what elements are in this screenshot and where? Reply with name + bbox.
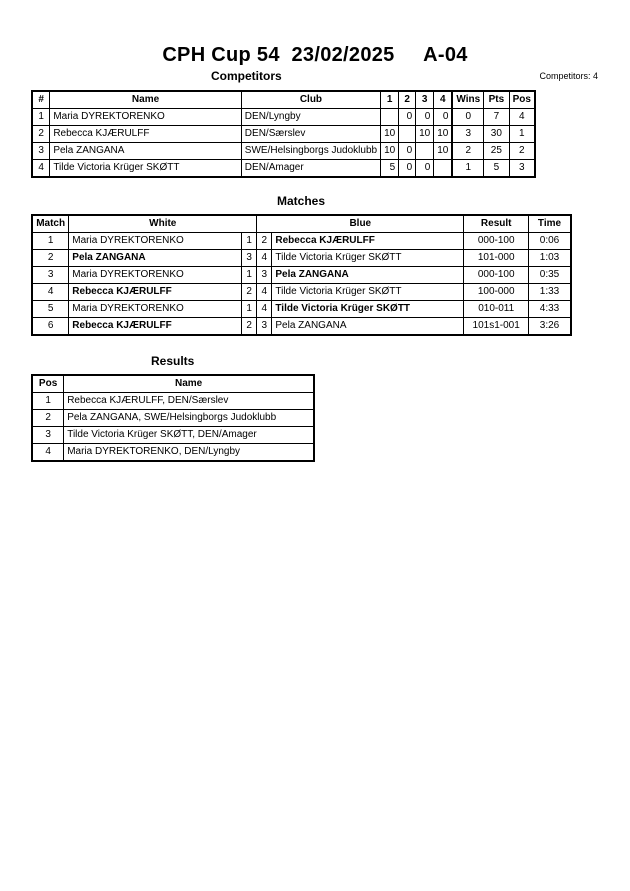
white-competitor: Rebecca KJÆRULFF: [69, 318, 242, 336]
result-name: Maria DYREKTORENKO, DEN/Lyngby: [64, 444, 314, 462]
competitor-score: [416, 143, 434, 160]
match-row: [32, 250, 571, 267]
competitor-wins: 1: [452, 160, 483, 178]
competitor-score: [399, 126, 416, 143]
col-blue: Blue: [257, 215, 464, 233]
match-row: [32, 318, 571, 336]
competitor-score: 10: [434, 143, 453, 160]
result-position: 3: [32, 427, 64, 444]
match-row: [32, 284, 571, 301]
result-position: 2: [32, 410, 64, 427]
competitor-score: [381, 109, 399, 126]
competitors-table: [31, 90, 536, 178]
white-competitor: Pela ZANGANA: [69, 250, 242, 267]
match-result: 101s1-001: [464, 318, 529, 336]
results-header-row: [32, 375, 314, 393]
competitor-score: 10: [416, 126, 434, 143]
competitor-score: 10: [381, 126, 399, 143]
blue-number: 2: [257, 233, 272, 250]
competitor-score: 5: [381, 160, 399, 178]
match-row: [32, 267, 571, 284]
blue-number: 4: [257, 250, 272, 267]
competitor-name: Pela ZANGANA: [50, 143, 241, 160]
match-number: 1: [32, 233, 69, 250]
white-number: 2: [242, 284, 257, 301]
blue-competitor: Tilde Victoria Krüger SKØTT: [272, 284, 464, 301]
blue-competitor: Rebecca KJÆRULFF: [272, 233, 464, 250]
competitor-position: 1: [509, 126, 535, 143]
blue-number: 4: [257, 284, 272, 301]
result-row: [32, 444, 314, 462]
competitor-row: [32, 143, 535, 160]
match-result: 000-100: [464, 233, 529, 250]
col-score-4: 4: [434, 91, 453, 109]
col-wins: Wins: [452, 91, 483, 109]
competitor-points: 5: [484, 160, 509, 178]
white-number: 2: [242, 318, 257, 336]
competitor-name: Tilde Victoria Krüger SKØTT: [50, 160, 241, 178]
col-score-1: 1: [381, 91, 399, 109]
competitor-wins: 0: [452, 109, 483, 126]
competitor-score: 0: [434, 109, 453, 126]
white-number: 1: [242, 267, 257, 284]
match-time: 1:33: [529, 284, 571, 301]
match-number: 3: [32, 267, 69, 284]
col-result: Result: [464, 215, 529, 233]
competitors-count: Competitors: 4: [539, 71, 598, 81]
col-pos: Pos: [509, 91, 535, 109]
col-result-pos: Pos: [32, 375, 64, 393]
competitor-score: 10: [381, 143, 399, 160]
competitor-number: 1: [32, 109, 50, 126]
blue-number: 3: [257, 267, 272, 284]
match-time: 0:35: [529, 267, 571, 284]
col-score-3: 3: [416, 91, 434, 109]
match-result: 100-000: [464, 284, 529, 301]
page-title: CPH Cup 54 23/02/2025 A-04: [162, 44, 468, 66]
match-result: 010-011: [464, 301, 529, 318]
competitor-row: [32, 126, 535, 143]
match-number: 6: [32, 318, 69, 336]
match-number: 5: [32, 301, 69, 318]
white-number: 3: [242, 250, 257, 267]
competitor-club: DEN/Lyngby: [241, 109, 380, 126]
competitor-score: 10: [434, 126, 453, 143]
blue-competitor: Tilde Victoria Krüger SKØTT: [272, 250, 464, 267]
competitor-points: 30: [484, 126, 509, 143]
competitor-name: Rebecca KJÆRULFF: [50, 126, 241, 143]
competitor-name: Maria DYREKTORENKO: [50, 109, 241, 126]
blue-number: 4: [257, 301, 272, 318]
col-num: #: [32, 91, 50, 109]
competitor-number: 4: [32, 160, 50, 178]
matches-header-row: [32, 215, 571, 233]
col-pts: Pts: [484, 91, 509, 109]
match-time: 1:03: [529, 250, 571, 267]
blue-number: 3: [257, 318, 272, 336]
competitor-number: 3: [32, 143, 50, 160]
result-position: 4: [32, 444, 64, 462]
blue-competitor: Tilde Victoria Krüger SKØTT: [272, 301, 464, 318]
match-number: 4: [32, 284, 69, 301]
col-name: Name: [50, 91, 241, 109]
white-number: 1: [242, 233, 257, 250]
competitor-position: 3: [509, 160, 535, 178]
match-time: 4:33: [529, 301, 571, 318]
competitor-club: SWE/Helsingborgs Judoklubb: [241, 143, 380, 160]
competitors-header-row: [32, 91, 535, 109]
match-result: 000-100: [464, 267, 529, 284]
match-row: [32, 233, 571, 250]
competitor-wins: 2: [452, 143, 483, 160]
col-score-2: 2: [399, 91, 416, 109]
col-white: White: [69, 215, 257, 233]
matches-heading: Matches: [277, 194, 326, 208]
match-time: 0:06: [529, 233, 571, 250]
white-competitor: Maria DYREKTORENKO: [69, 233, 242, 250]
col-match: Match: [32, 215, 69, 233]
competitor-row: [32, 109, 535, 126]
blue-competitor: Pela ZANGANA: [272, 267, 464, 284]
matches-table: [31, 214, 572, 336]
result-position: 1: [32, 393, 64, 410]
col-result-name: Name: [64, 375, 314, 393]
white-competitor: Rebecca KJÆRULFF: [69, 284, 242, 301]
competitor-score: 0: [416, 109, 434, 126]
competitor-club: DEN/Særslev: [241, 126, 380, 143]
competitors-heading: Competitors: [211, 69, 282, 83]
white-competitor: Maria DYREKTORENKO: [69, 301, 242, 318]
results-heading: Results: [151, 354, 195, 368]
competitor-score: 0: [399, 160, 416, 178]
col-time: Time: [529, 215, 571, 233]
competitor-points: 25: [484, 143, 509, 160]
competitor-row: [32, 160, 535, 178]
result-row: [32, 410, 314, 427]
competitor-number: 2: [32, 126, 50, 143]
match-result: 101-000: [464, 250, 529, 267]
results-table: [31, 374, 315, 462]
competitor-club: DEN/Amager: [241, 160, 380, 178]
result-name: Tilde Victoria Krüger SKØTT, DEN/Amager: [64, 427, 314, 444]
result-name: Rebecca KJÆRULFF, DEN/Særslev: [64, 393, 314, 410]
competitor-score: 0: [399, 143, 416, 160]
match-time: 3:26: [529, 318, 571, 336]
result-name: Pela ZANGANA, SWE/Helsingborgs Judoklubb: [64, 410, 314, 427]
match-number: 2: [32, 250, 69, 267]
match-row: [32, 301, 571, 318]
competitor-score: 0: [399, 109, 416, 126]
result-row: [32, 427, 314, 444]
competitor-score: 0: [416, 160, 434, 178]
competitor-position: 4: [509, 109, 535, 126]
result-row: [32, 393, 314, 410]
competitor-position: 2: [509, 143, 535, 160]
competitor-points: 7: [484, 109, 509, 126]
col-club: Club: [241, 91, 380, 109]
competitor-wins: 3: [452, 126, 483, 143]
blue-competitor: Pela ZANGANA: [272, 318, 464, 336]
competitor-score: [434, 160, 453, 178]
white-competitor: Maria DYREKTORENKO: [69, 267, 242, 284]
white-number: 1: [242, 301, 257, 318]
